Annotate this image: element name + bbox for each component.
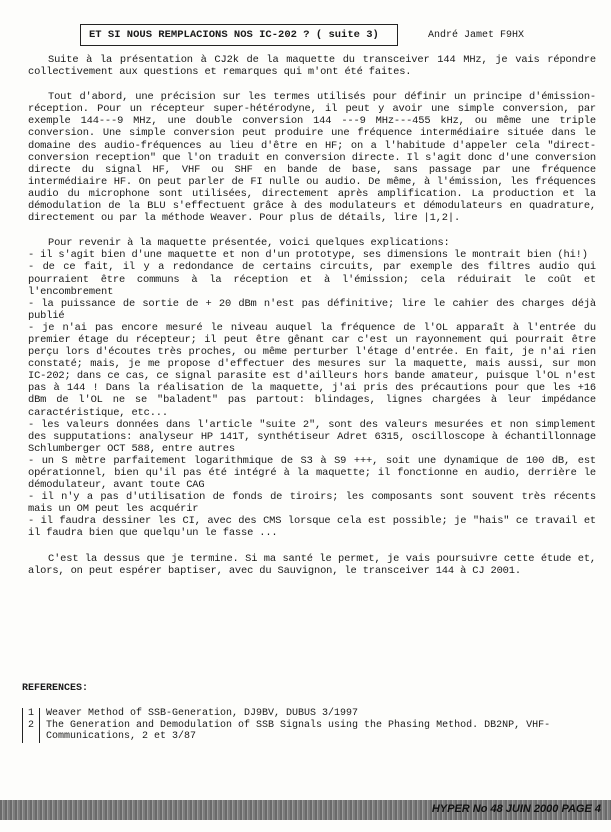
list-item: - les valeurs données dans l'article "suite 2", sont des valeurs mesurées et non simplement des supputations: analyseur HP 141T, synthétiseur Adret 6315, oscilloscope à échantillonnage Schlumberger OCT 588, entre autres — [28, 418, 596, 455]
list-item: - il faudra dessiner les CI, avec des CMS lorsque cela est possible; je "hais" ce travail et il faudra bien que quelqu'un le fasse ... — [28, 515, 596, 540]
list-item: - de ce fait, il y a redondance de certains circuits, par exemple des filtres audio qui pourraient être communs à la réception et à l'émission; cela réduirait le coût et l'encombrement — [28, 261, 596, 298]
list-item: - je n'ai pas encore mesuré le niveau auquel la fréquence de l'OL apparaît à l'entrée du premier étage du récepteur; il peut être gênant car c'est un rayonnement qui pourrait être perçu lors d'écoutes très proches, ou même perturber l'étage d'entrée. En fait, je n'ai rien constaté; mais, je me propose d'effectuer des mesures sur la maquette, mais aussi, sur mon IC-202; dans ce cas, ce signal parasite est d'ailleurs hors bande amateur, puisque l'OL n'est pas à 144 ! Dans la réalisation de la maquette, j'ai pris des précautions pour que les +16 dBm de l'OL ne se "baladent" pas partout: blindages, lignes chargées à leur impédance caractéristique, etc... — [28, 321, 596, 419]
list-item: - un S mètre parfaitement logarithmique de S3 à S9 +++, soit une dynamique de 100 dB, est opérationnel, bien qu'il pas été intégré à la maquette; il fonctionne en audio, derrière le démodulateur, avant toute CAG — [28, 454, 596, 492]
footer-bar — [0, 800, 611, 820]
paragraph-closing: C'est la dessus que je termine. Si ma santé le permet, je vais poursuivre cette étude et, alors, on peut espérer baptiser, avec du Sauvignon, le transceiver 144 à CJ 2001. — [28, 552, 596, 577]
footer-page-label: HYPER No 48 JUIN 2000 PAGE 4 — [431, 803, 601, 815]
reference-entry — [22, 720, 592, 743]
list-intro: Pour revenir à la maquette présentée, voici quelques explications: — [48, 237, 450, 250]
article-title: ET SI NOUS REMPLACIONS NOS IC-202 ? ( suite 3) — [80, 24, 398, 46]
article-body — [28, 54, 596, 590]
author-name: André Jamet F9HX — [428, 30, 525, 41]
list-item: - il s'agit bien d'une maquette et non d'un prototype, ses dimensions le montrait bien (hi!) — [28, 249, 588, 262]
reference-number: 1 — [22, 708, 40, 720]
reference-entry — [22, 708, 592, 720]
references-heading: REFERENCES: — [22, 683, 89, 694]
paragraph-intro: Suite à la présentation à CJ2k de la maquette du transceiver 144 MHz, je vais répondre collectivement aux questions et remarques qui m'ont été faites. — [28, 54, 596, 79]
paragraph-definitions: Tout d'abord, une précision sur les termes utilisés pour définir un principe d'émission-réception. Pour un récepteur super-hétérodyne, il peut y avoir une simple conversion, par exemple 144---9 MHz, une double conversion 144 ---9 MHz---455 kHz, ou même une triple conversion. Une simple conversion peut produire une fréquence intermédiaire située dans le domaine des audio-fréquences au lieu d'être en HF; on a l'habitude d'appeler cela "direct-conversion reception" que l'on traduit en conversion directe. Il s'agit donc d'une conversion directe du signal HF, VHF ou SHF en bande de base, sans passage par une fréquence intermédiaire HF. On peut parler de FI nulle ou audio. De même, à l'émission, les fréquences audio du microphone sont utilisées, directement après amplification. La production et la démodulation de la BLU s'effectuent grâce à des modulateurs et démodulateurs en quadrature, directement ou par la méthode Weaver. Pour plus de détails, lire |1,2|. — [28, 91, 596, 225]
references-list — [22, 708, 592, 743]
list-item: - la puissance de sortie de + 20 dBm n'est pas définitive; lire le cahier des charges déjà publié — [28, 297, 596, 322]
list-item: - il n'y a pas d'utilisation de fonds de tiroirs; les composants sont souvent très récents mais un OM peut les acquérir — [28, 491, 596, 516]
reference-text: Weaver Method of SSB-Generation, DJ9BV, DUBUS 3/1997 — [46, 708, 359, 719]
reference-number: 2 — [22, 720, 40, 743]
reference-text: The Generation and Demodulation of SSB Signals using the Phasing Method. DB2NP, VHF-Communications, 2 et 3/87 — [46, 719, 551, 742]
